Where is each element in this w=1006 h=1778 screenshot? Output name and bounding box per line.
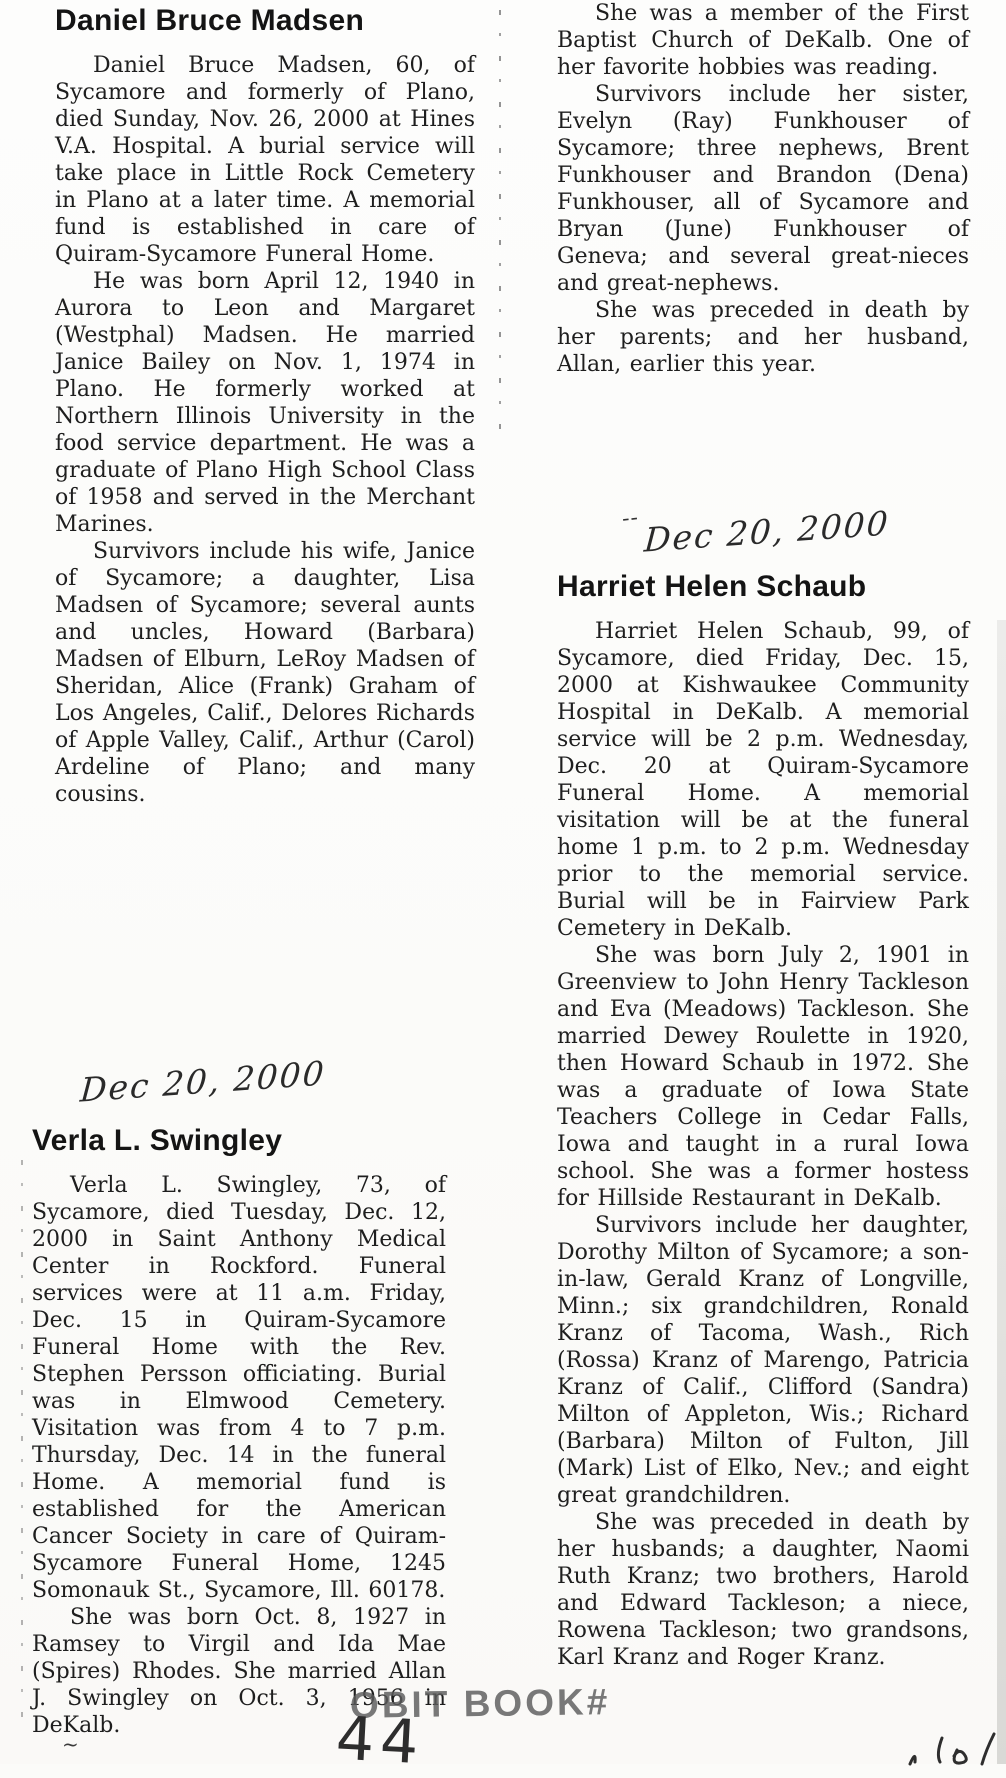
handwritten-date-left: Dec 20, 2000 <box>78 1053 327 1110</box>
obituary-paragraph: Daniel Bruce Madsen, 60, of Sycamore and formerly of Plano, died Sunday, Nov. 26, 2000 at Hines V.A. Hospital. A burial service will take place in Little Rock Cemetery in Plano at a later time. A memorial fund is established in care of Quiram-Sycamore Funeral Home. <box>55 53 475 267</box>
torn-edge-artifact <box>21 1160 23 1735</box>
obituary-headline-schaub: Harriet Helen Schaub <box>557 570 867 603</box>
obituary-paragraph: Survivors include her daughter, Dorothy Milton of Sycamore; a son-in-law, Gerald Kranz of Longville, Minn.; six grandchildren, Ronald Kranz of Tacoma, Wash., Rich (Rossa) Kranz of Marengo, Patricia Kranz of Calif., Clifford (Sandra) Milton of Appleton, Wis.; Richard (Barbara) Milton of Fulton, Jill (Mark) List of Elko, Nev.; and eight great grandchildren. <box>557 1213 969 1508</box>
obituary-headline-madsen: Daniel Bruce Madsen <box>55 4 365 37</box>
obituary-body-schaub <box>557 618 969 1671</box>
obituary-paragraph: She was born Oct. 8, 1927 in Ramsey to Virgil and Ida Mae (Spires) Rhodes. She married Allan J. Swingley on Oct. 3, 1956 in DeKalb. <box>32 1605 446 1738</box>
scan-edge-shadow <box>997 620 1006 1764</box>
obit-book-stamp: OBIT BOOK# <box>349 1681 611 1726</box>
obituary-paragraph: Harriet Helen Schaub, 99, of Sycamore, died Friday, Dec. 15, 2000 at Kishwaukee Community Hospital in DeKalb. A memorial service will be 2 p.m. Wednesday, Dec. 20 at Quiram-Sycamore Funeral Home. A memorial visitation will be at the funeral home 1 p.m. to 2 p.m. Wednesday prior to the memorial service. Burial will be in Fairview Park Cemetery in DeKalb. <box>557 619 969 941</box>
obituary-headline-swingley: Verla L. Swingley <box>32 1124 283 1157</box>
obituary-body-madsen <box>55 52 475 808</box>
obituary-paragraph: Verla L. Swingley, 73, of Sycamore, died Tuesday, Dec. 12, 2000 in Saint Anthony Medical Center in Rockford. Funeral services were at 11 a.m. Friday, Dec. 15 in Quiram-Sycamore Funeral Home with the Rev. Stephen Persson officiating. Burial was in Elmwood Cemetery. Visitation was from 4 to 7 p.m. Thursday, Dec. 14 in the funeral Home. A memorial fund is established for the American Cancer Society in care of Quiram-Sycamore Funeral Home, 1245 Somonauk St., Sycamore, Ill. 60178. <box>32 1173 446 1603</box>
obituary-paragraph: Survivors include her sister, Evelyn (Ray) Funkhouser of Sycamore; three nephews, Brent Funkhouser and Brandon (Dena) Funkhouser, all of Sycamore and Bryan (June) Funkhouser of Geneva; and several great-nieces and great-nephews. <box>557 82 969 296</box>
handwritten-corner-mark <box>902 1732 1006 1766</box>
handwritten-pen-dashes: -- <box>620 505 641 532</box>
obituary-paragraph: Survivors include his wife, Janice of Sycamore; a daughter, Lisa Madsen of Sycamore; several aunts and uncles, Howard (Barbara) Madsen of Elburn, LeRoy Madsen of Sheridan, Alice (Frank) Graham of Los Angeles, Calif., Delores Richards of Apple Valley, Calif., Arthur (Carol) Ardeline of Plano; and many cousins. <box>55 539 475 807</box>
obituary-paragraph: She was preceded in death by her husbands; a daughter, Naomi Ruth Kranz; two brothers, Harold and Edward Tackleson; a niece, Rowena Tackleson; two grandsons, Karl Kranz and Roger Kranz. <box>557 1510 969 1670</box>
obituary-body-swingley <box>32 1172 446 1739</box>
obituary-paragraph: She was preceded in death by her parents; and her husband, Allan, earlier this year. <box>557 298 969 377</box>
handwritten-page-number: 44 <box>334 1703 427 1778</box>
cutoff-line-mark: ~ <box>62 1732 79 1756</box>
obituary-paragraph: She was born July 2, 1901 in Greenview to John Henry Tackleson and Eva (Meadows) Tackleson. She married Dewey Roulette in 1920, then Howard Schaub in 1972. She was a graduate of Iowa State Teachers College in Cedar Falls, Iowa and taught in a rural Iowa school. She was a former hostess for Hillside Restaurant in DeKalb. <box>557 943 969 1211</box>
handwritten-date-right: Dec 20, 2000 <box>642 503 891 560</box>
obituary-swingley-continuation <box>557 0 969 378</box>
obituary-swingley <box>32 1124 446 1739</box>
torn-edge-artifact <box>499 10 501 430</box>
obituary-paragraph: She was a member of the First Baptist Church of DeKalb. One of her favorite hobbies was reading. <box>557 1 969 80</box>
obituary-madsen <box>55 4 475 808</box>
obituary-schaub <box>557 570 969 1671</box>
obituary-paragraph: He was born April 12, 1940 in Aurora to Leon and Margaret (Westphal) Madsen. He married Janice Bailey on Nov. 1, 1974 in Plano. He formerly worked at Northern Illinois University in the food service department. He was a graduate of Plano High School Class of 1958 and served in the Merchant Marines. <box>55 269 475 537</box>
